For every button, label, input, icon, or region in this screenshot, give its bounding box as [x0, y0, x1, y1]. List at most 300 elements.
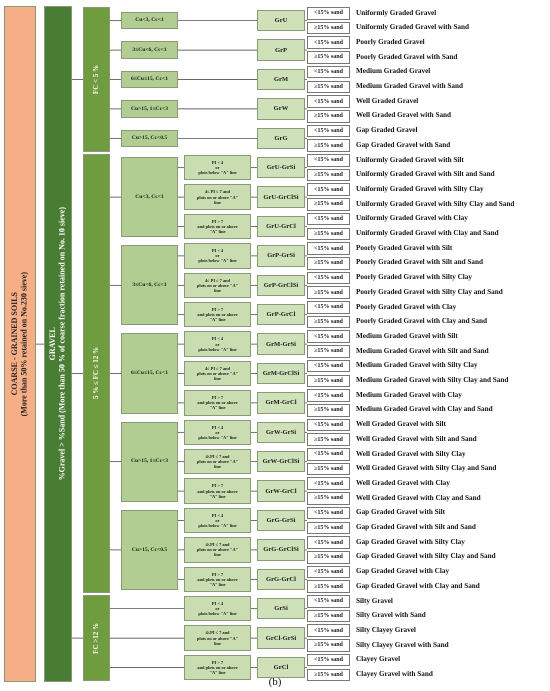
gravel-subtitle: %Gravel > %Sand (More than 50 % of coarse fraction retained on No. 10 sieve): [58, 207, 67, 481]
group-symbol: GrP-GrSi: [267, 252, 295, 260]
group-symbol-box: [257, 333, 305, 354]
soil-group-name: Well Graded Gravel with Silt: [356, 420, 446, 429]
soil-group-name: Gap Graded Gravel with Clay: [356, 567, 450, 576]
sand-15-or-more-box: [307, 522, 350, 535]
plasticity-criteria-box: [184, 537, 251, 562]
sand-15-or-more-box: [307, 345, 350, 358]
sand-less-than-15-box: [307, 66, 350, 79]
group-symbol-box: [257, 245, 305, 266]
plasticity-criteria-box: [184, 273, 251, 298]
gradation-criteria-label: Cu<3, Cc<1: [135, 17, 164, 24]
soil-group-name: Poorly Graded Gravel with Clay: [356, 302, 457, 311]
gradation-criteria-label: 3≤Cu<6, Cc<1: [132, 281, 167, 288]
gradation-criteria-label: 6≤Cu≤15, Cc<1: [131, 76, 168, 83]
sand-less-than-15-label: <15% sand: [314, 98, 343, 105]
plasticity-criteria-line: PI > 7: [211, 307, 224, 313]
sand-less-than-15-box: [307, 154, 350, 167]
plasticity-criteria-box: [184, 331, 251, 356]
sand-less-than-15-label: <15% sand: [314, 304, 343, 311]
soil-group-name: Clayey Gravel with Sand: [356, 670, 433, 678]
sand-15-or-more-label: ≥15% sand: [314, 583, 343, 590]
soil-group-name: Gap Graded Gravel with Silt and Sand: [356, 523, 476, 531]
sand-less-than-15-box: [307, 301, 350, 314]
gradation-criteria-box: [121, 510, 178, 590]
group-symbol: GrG-GrCl: [265, 575, 297, 583]
sand-less-than-15-box: [307, 36, 350, 49]
sand-less-than-15-label: <15% sand: [314, 216, 343, 223]
plasticity-criteria-line: plots on or above "A": [196, 282, 239, 288]
plasticity-criteria-text: [197, 307, 237, 322]
plasticity-criteria-line: plots below "A" line: [198, 611, 237, 617]
group-symbol-box: [257, 186, 305, 207]
group-symbol: GrU: [274, 17, 288, 25]
gradation-criteria-box: [121, 157, 178, 237]
plasticity-criteria-box: [184, 567, 251, 592]
group-symbol: GrM: [273, 75, 289, 83]
sand-less-than-15-label: <15% sand: [314, 627, 343, 634]
sand-15-or-more-box: [307, 81, 350, 94]
plasticity-criteria-line: plots on or above "A": [196, 635, 239, 641]
sand-15-or-more-label: ≥15% sand: [314, 83, 343, 90]
plasticity-criteria-text: [197, 395, 237, 410]
gradation-criteria-box: [121, 71, 178, 88]
fines-content-label: FC < 5 %: [92, 64, 101, 95]
gradation-criteria-label: Cu>15, Cc<0.5: [131, 134, 168, 141]
sand-15-or-more-label: ≥15% sand: [314, 230, 343, 237]
gradation-criteria-box: [121, 41, 178, 58]
plasticity-criteria-text: [197, 483, 237, 498]
soil-group-name: Well Graded Gravel: [356, 96, 419, 105]
plasticity-criteria-text: [197, 542, 238, 557]
plasticity-criteria-line: and plots on or above: [197, 312, 238, 318]
plasticity-criteria-box: [184, 155, 251, 180]
gradation-criteria-label: Cu>15, Cc<0.5: [131, 546, 168, 553]
soil-group-name: Medium Graded Gravel with Silt and Sand: [356, 346, 489, 355]
sand-less-than-15-box: [307, 624, 350, 637]
soil-group-name: Poorly Graded Gravel with Silt and Sand: [356, 258, 483, 267]
gravel-title: GRAVEL: [48, 327, 58, 361]
sand-15-or-more-label: ≥15% sand: [314, 201, 343, 208]
sand-less-than-15-label: <15% sand: [314, 539, 343, 546]
sand-15-or-more-box: [307, 551, 350, 564]
sand-less-than-15-box: [307, 272, 350, 285]
sand-less-than-15-label: <15% sand: [314, 69, 343, 76]
soil-group-name: Poorly Graded Gravel with Clay and Sand: [356, 317, 487, 326]
sand-less-than-15-box: [307, 654, 350, 667]
group-symbol: GrM-GrSi: [265, 340, 297, 348]
plasticity-criteria-line: and plots on or above: [197, 576, 238, 582]
soil-group-name: Medium Graded Gravel with Silty Clay and Sand: [356, 376, 509, 384]
group-symbol: GrM-GrCl: [265, 399, 297, 407]
sand-less-than-15-label: <15% sand: [314, 186, 343, 193]
soil-group-name: Medium Graded Gravel with Sand: [356, 82, 464, 90]
group-symbol-box: [257, 598, 305, 619]
gradation-criteria-box: [121, 12, 178, 29]
soil-group-name: Uniformly Graded Gravel with Sand: [356, 23, 470, 32]
plasticity-criteria-line: plots on or above "A": [196, 194, 239, 200]
plasticity-criteria-line: or: [215, 429, 220, 435]
group-symbol-box: [257, 275, 305, 296]
plasticity-criteria-box: [184, 596, 251, 621]
sand-15-or-more-label: ≥15% sand: [314, 113, 343, 120]
sand-15-or-more-label: ≥15% sand: [314, 172, 343, 179]
plasticity-criteria-text: [198, 160, 236, 175]
group-symbol: GrP-GrCl: [266, 311, 296, 319]
group-symbol: GrSi: [274, 605, 288, 613]
sand-15-or-more-box: [307, 492, 350, 505]
sand-less-than-15-box: [307, 242, 350, 255]
plasticity-criteria-box: [184, 243, 251, 268]
soil-group-name: Poorly Graded Gravel: [356, 37, 425, 46]
sand-less-than-15-label: <15% sand: [314, 274, 343, 281]
plasticity-criteria-line: 4≤ PI ≤ 7 and: [204, 189, 231, 195]
gradation-criteria-label: Cu>15, 1≤Cc<3: [130, 105, 169, 112]
sand-less-than-15-label: <15% sand: [314, 392, 343, 399]
sand-less-than-15-label: <15% sand: [314, 363, 343, 370]
sand-15-or-more-box: [307, 169, 350, 182]
soil-group-name: Uniformly Graded Gravel with Silty Clay and Sand: [356, 199, 515, 208]
group-symbol-box: [257, 627, 305, 648]
plasticity-criteria-box: [184, 214, 251, 239]
plasticity-criteria-line: 4≤PI ≤ 7 and: [205, 454, 230, 460]
soil-group-name: Silty Clayey Gravel: [356, 625, 416, 634]
gradation-criteria-label: Cu<3, Cc<1: [135, 193, 164, 200]
soil-group-name: Silty Clayey Gravel with Sand: [356, 640, 449, 649]
sand-15-or-more-label: ≥15% sand: [314, 348, 343, 355]
fines-content-label: FC >12 %: [92, 622, 101, 654]
sand-15-or-more-label: ≥15% sand: [314, 671, 343, 678]
sand-less-than-15-box: [307, 330, 350, 343]
coarse-grained-soils-label: [10, 272, 29, 416]
plasticity-criteria-line: PI < 4: [211, 424, 224, 430]
sand-15-or-more-box: [307, 110, 350, 123]
group-symbol: GrG: [274, 134, 288, 142]
plasticity-criteria-line: PI < 4: [211, 248, 224, 254]
soil-group-name: Poorly Graded Gravel with Silty Clay and Sand: [356, 287, 503, 296]
plasticity-criteria-text: [197, 660, 237, 675]
plasticity-criteria-line: plots on or above "A": [196, 459, 239, 465]
group-symbol: GrW-GrClSi: [262, 458, 300, 466]
sand-15-or-more-box: [307, 51, 350, 64]
plasticity-criteria-line: plots below "A" line: [198, 346, 237, 352]
sand-15-or-more-box: [307, 404, 350, 417]
plasticity-criteria-line: "A" line: [209, 229, 226, 235]
gravel-box: [44, 6, 72, 682]
sand-15-or-more-label: ≥15% sand: [314, 142, 343, 149]
soil-group-name: Medium Graded Gravel with Silt: [356, 331, 458, 340]
plasticity-criteria-text: [198, 336, 236, 351]
group-symbol-box: [257, 510, 305, 531]
plasticity-criteria-line: line: [214, 199, 221, 205]
plasticity-criteria-line: "A" line: [209, 493, 226, 499]
soil-group-name: Uniformly Graded Gravel with Silt and Sand: [356, 170, 495, 179]
sand-less-than-15-box: [307, 448, 350, 461]
sand-15-or-more-box: [307, 228, 350, 241]
plasticity-criteria-box: [184, 361, 251, 386]
soil-group-name: Poorly Graded Gravel with Silty Clay: [356, 273, 472, 282]
plasticity-criteria-line: or: [215, 341, 220, 347]
plasticity-criteria-line: plots on or above "A": [196, 547, 239, 553]
soil-group-name: Uniformly Graded Gravel with Silty Clay: [356, 184, 484, 193]
fines-content-label: 5 % ≤ FC ≤ 12 %: [92, 347, 101, 400]
plasticity-criteria-line: 4≤PI ≤ 7 and: [205, 542, 230, 548]
plasticity-criteria-line: and plots on or above: [197, 488, 238, 494]
sand-15-or-more-box: [307, 257, 350, 270]
group-symbol-box: [257, 480, 305, 501]
sand-15-or-more-label: ≥15% sand: [314, 319, 343, 326]
soil-group-name: Gap Graded Gravel: [356, 126, 418, 135]
group-symbol: GrU-GrCl: [266, 222, 296, 230]
group-symbol: GrW-GrCl: [265, 487, 297, 495]
sand-less-than-15-box: [307, 183, 350, 196]
plasticity-criteria-box: [184, 420, 251, 445]
plasticity-criteria-line: and plots on or above: [197, 664, 238, 670]
sand-15-or-more-label: ≥15% sand: [314, 377, 343, 384]
plasticity-criteria-line: or: [215, 165, 220, 171]
figure-caption: (b): [268, 676, 282, 688]
plasticity-criteria-line: plots below "A" line: [198, 523, 237, 529]
sand-15-or-more-box: [307, 198, 350, 211]
sand-15-or-more-label: ≥15% sand: [314, 642, 343, 649]
sand-less-than-15-label: <15% sand: [314, 157, 343, 164]
plasticity-criteria-line: PI < 4: [211, 512, 224, 518]
gradation-criteria-box: [121, 100, 178, 117]
group-symbol: GrU-GrSi: [266, 164, 296, 172]
soil-group-name: Well Graded Gravel with Clay and Sand: [356, 493, 481, 502]
sand-less-than-15-label: <15% sand: [314, 421, 343, 428]
plasticity-criteria-box: [184, 508, 251, 533]
plasticity-criteria-box: [184, 478, 251, 503]
soils-subtitle: (More than 50% retained on No.230 sieve): [20, 271, 29, 417]
group-symbol: GrW: [273, 105, 289, 113]
sand-15-or-more-box: [307, 639, 350, 652]
sand-15-or-more-label: ≥15% sand: [314, 613, 343, 620]
group-symbol: GrP-GrClSi: [263, 281, 299, 289]
soil-group-name: Silty Gravel with Sand: [356, 611, 426, 620]
soil-group-name: Silty Gravel: [356, 596, 393, 605]
group-symbol-box: [257, 98, 305, 119]
group-symbol-box: [257, 451, 305, 472]
plasticity-criteria-line: line: [214, 640, 221, 646]
fines-content-box: [83, 7, 110, 152]
plasticity-criteria-line: line: [214, 287, 221, 293]
plasticity-criteria-text: [197, 219, 237, 234]
group-symbol-box: [257, 539, 305, 560]
sand-less-than-15-label: <15% sand: [314, 245, 343, 252]
soils-title: COARSE - GRAINED SOILS: [10, 292, 20, 396]
sand-15-or-more-box: [307, 22, 350, 35]
sand-15-or-more-box: [307, 375, 350, 388]
soil-group-name: Gap Graded Gravel with Clay and Sand: [356, 581, 480, 590]
sand-less-than-15-label: <15% sand: [314, 39, 343, 46]
plasticity-criteria-line: or: [215, 606, 220, 612]
plasticity-criteria-box: [184, 390, 251, 415]
soil-group-name: Uniformly Graded Gravel with Silt: [356, 155, 464, 164]
group-symbol-box: [257, 39, 305, 60]
soil-group-name: Gap Graded Gravel with Silty Clay and Sand: [356, 552, 496, 561]
group-symbol-box: [257, 216, 305, 237]
soil-group-name: Gap Graded Gravel with Silt: [356, 508, 446, 517]
plasticity-criteria-line: plots on or above "A": [196, 370, 239, 376]
plasticity-criteria-line: line: [214, 552, 221, 558]
plasticity-criteria-line: "A" line: [209, 317, 226, 323]
soil-group-name: Well Graded Gravel with Silty Clay and Sand: [356, 464, 497, 473]
group-symbol: GrCl-GrSi: [265, 634, 297, 642]
plasticity-criteria-text: [198, 601, 236, 616]
sand-less-than-15-label: <15% sand: [314, 568, 343, 575]
group-symbol-box: [257, 10, 305, 31]
plasticity-criteria-text: [197, 278, 238, 293]
soil-group-name: Poorly Graded Gravel with Sand: [356, 52, 458, 61]
plasticity-criteria-text: [197, 572, 237, 587]
plasticity-criteria-line: or: [215, 253, 220, 259]
sand-less-than-15-box: [307, 507, 350, 520]
sand-15-or-more-box: [307, 316, 350, 329]
plasticity-criteria-line: line: [214, 464, 221, 470]
sand-15-or-more-label: ≥15% sand: [314, 466, 343, 473]
sand-less-than-15-box: [307, 95, 350, 108]
plasticity-criteria-line: PI > 7: [211, 659, 224, 665]
gravel-label: [48, 207, 67, 480]
gradation-criteria-box: [121, 130, 178, 147]
soil-group-name: Medium Graded Gravel with Clay: [356, 390, 462, 399]
plasticity-criteria-line: PI < 4: [211, 160, 224, 166]
plasticity-criteria-line: plots below "A" line: [198, 170, 237, 176]
group-symbol: GrG-GrSi: [266, 516, 296, 524]
sand-less-than-15-box: [307, 419, 350, 432]
plasticity-criteria-line: 4≤ PI ≤ 7 and: [204, 365, 231, 371]
soil-group-name: Well Graded Gravel with Sand: [356, 111, 452, 120]
group-symbol: GrM-GrClSi: [262, 369, 300, 377]
plasticity-criteria-line: PI < 4: [211, 336, 224, 342]
plasticity-criteria-line: PI > 7: [211, 483, 224, 489]
coarse-grained-soils-box: [4, 6, 36, 682]
group-symbol-box: [257, 128, 305, 149]
group-symbol-box: [257, 657, 305, 678]
plasticity-criteria-line: 4≤PI ≤ 7 and: [205, 630, 230, 636]
plasticity-criteria-line: line: [214, 376, 221, 382]
plasticity-criteria-text: [197, 366, 238, 381]
plasticity-criteria-line: and plots on or above: [197, 223, 238, 229]
sand-less-than-15-label: <15% sand: [314, 10, 343, 17]
sand-15-or-more-label: ≥15% sand: [314, 436, 343, 443]
soil-group-name: Medium Graded Gravel with Clay and Sand: [356, 405, 493, 414]
group-symbol-box: [257, 422, 305, 443]
sand-15-or-more-label: ≥15% sand: [314, 524, 343, 531]
plasticity-criteria-line: or: [215, 517, 220, 523]
plasticity-criteria-box: [184, 302, 251, 327]
sand-less-than-15-box: [307, 7, 350, 20]
soil-group-name: Medium Graded Gravel: [356, 67, 431, 76]
group-symbol-box: [257, 157, 305, 178]
sand-less-than-15-label: <15% sand: [314, 657, 343, 664]
plasticity-criteria-box: [184, 449, 251, 474]
sand-15-or-more-box: [307, 286, 350, 299]
plasticity-criteria-line: PI < 4: [211, 601, 224, 607]
fines-content-box: [83, 154, 110, 593]
plasticity-criteria-line: and plots on or above: [197, 400, 238, 406]
plasticity-criteria-text: [197, 189, 238, 204]
sand-15-or-more-label: ≥15% sand: [314, 289, 343, 296]
plasticity-criteria-line: 4≤ PI ≤ 7 and: [204, 277, 231, 283]
plasticity-criteria-line: PI > 7: [211, 395, 224, 401]
sand-15-or-more-label: ≥15% sand: [314, 25, 343, 32]
group-symbol: GrU-GrClSi: [263, 193, 299, 201]
group-symbol-box: [257, 392, 305, 413]
gradation-criteria-box: [121, 245, 178, 325]
sand-15-or-more-box: [307, 463, 350, 476]
plasticity-criteria-box: [184, 184, 251, 209]
soil-group-name: Well Graded Gravel with Clay: [356, 478, 450, 487]
soil-group-name: Uniformly Graded Gravel: [356, 8, 437, 17]
sand-less-than-15-label: <15% sand: [314, 127, 343, 134]
gradation-criteria-label: Cu>15, 1≤Cc<3: [130, 458, 169, 465]
plasticity-criteria-text: [198, 425, 236, 440]
sand-15-or-more-label: ≥15% sand: [314, 495, 343, 502]
gradation-criteria-label: 3≤Cu<6, Cc<1: [132, 46, 167, 53]
sand-15-or-more-box: [307, 610, 350, 623]
sand-15-or-more-label: ≥15% sand: [314, 260, 343, 267]
sand-15-or-more-label: ≥15% sand: [314, 54, 343, 61]
soil-group-name: Well Graded Gravel with Silty Clay: [356, 449, 466, 458]
sand-15-or-more-box: [307, 580, 350, 593]
plasticity-criteria-line: plots below "A" line: [198, 434, 237, 440]
plasticity-criteria-line: "A" line: [209, 581, 226, 587]
soil-group-name: Gap Graded Gravel with Sand: [356, 140, 451, 149]
plasticity-criteria-text: [197, 630, 238, 645]
sand-less-than-15-label: <15% sand: [314, 480, 343, 487]
sand-15-or-more-label: ≥15% sand: [314, 407, 343, 414]
sand-15-or-more-box: [307, 433, 350, 446]
group-symbol: GrCl: [273, 663, 289, 671]
group-symbol-box: [257, 304, 305, 325]
gradation-criteria-label: 6≤Cu≤15, Cc<1: [131, 370, 168, 377]
plasticity-criteria-line: "A" line: [209, 405, 226, 411]
plasticity-criteria-line: plots below "A" line: [198, 258, 237, 264]
group-symbol-box: [257, 69, 305, 90]
sand-less-than-15-box: [307, 389, 350, 402]
group-symbol-box: [257, 363, 305, 384]
soil-group-name: Well Graded Gravel with Silt and Sand: [356, 434, 477, 443]
sand-less-than-15-box: [307, 566, 350, 579]
group-symbol: GrG-GrClSi: [263, 546, 299, 554]
soil-group-name: Poorly Graded Gravel with Silt: [356, 243, 453, 252]
sand-less-than-15-box: [307, 595, 350, 608]
soil-group-name: Clayey Gravel: [356, 655, 401, 664]
gradation-criteria-box: [121, 422, 178, 502]
sand-less-than-15-box: [307, 360, 350, 373]
sand-less-than-15-label: <15% sand: [314, 333, 343, 340]
soil-group-name: Medium Graded Gravel with Silty Clay: [356, 361, 478, 370]
plasticity-criteria-text: [198, 513, 236, 528]
plasticity-criteria-line: "A" line: [209, 670, 226, 676]
plasticity-criteria-line: PI > 7: [211, 218, 224, 224]
sand-15-or-more-label: ≥15% sand: [314, 554, 343, 561]
soil-group-name: Uniformly Graded Gravel with Clay: [356, 214, 468, 223]
plasticity-criteria-box: [184, 625, 251, 650]
sand-less-than-15-label: <15% sand: [314, 510, 343, 517]
sand-less-than-15-box: [307, 477, 350, 490]
soil-group-name: Uniformly Graded Gravel with Clay and Sand: [356, 229, 499, 237]
plasticity-criteria-text: [197, 454, 238, 469]
sand-less-than-15-label: <15% sand: [314, 598, 343, 605]
gradation-criteria-box: [121, 333, 178, 413]
group-symbol: GrP: [274, 46, 288, 54]
group-symbol-box: [257, 569, 305, 590]
soil-group-name: Gap Graded Gravel with Silty Clay: [356, 537, 465, 546]
plasticity-criteria-line: PI > 7: [211, 571, 224, 577]
group-symbol: GrW-GrSi: [265, 428, 297, 436]
